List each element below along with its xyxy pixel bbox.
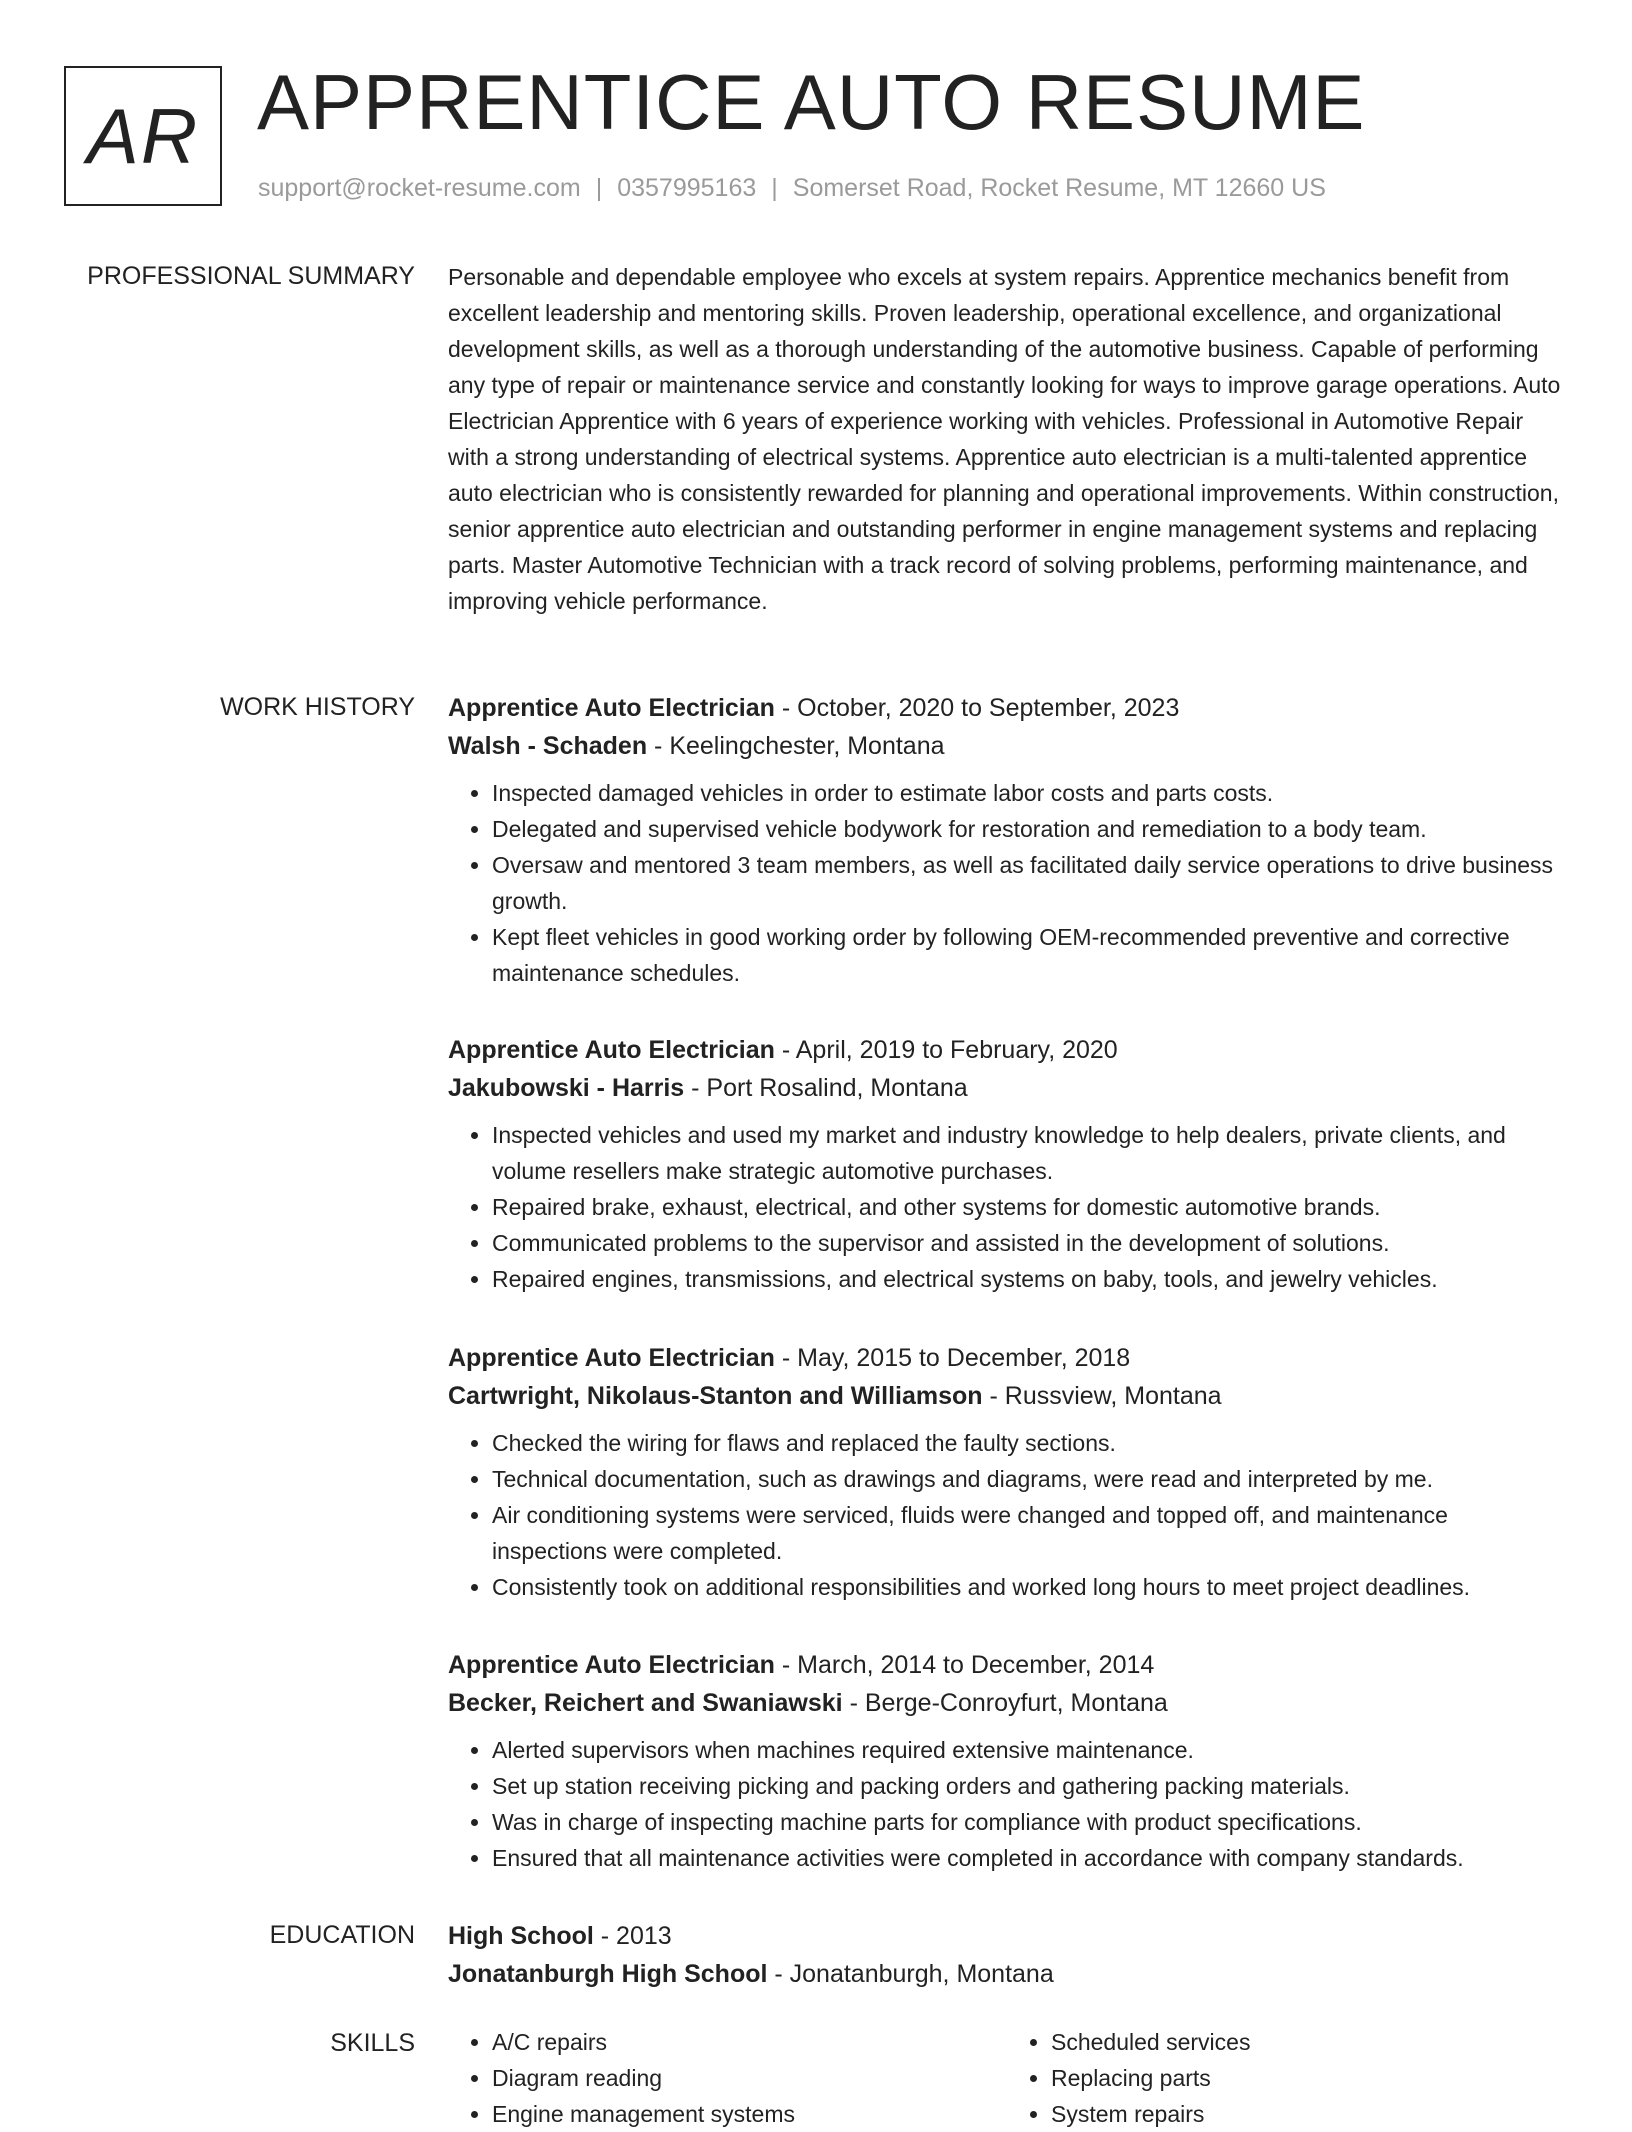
contact-separator: | [771, 174, 778, 202]
job-dates: - May, 2015 to December, 2018 [774, 1344, 1131, 1372]
section-label-summary: PROFESSIONAL SUMMARY [87, 262, 415, 290]
job-bullet: • Set up station receiving picking and packing orders and gathering packing materials. [492, 1768, 1566, 1804]
monogram-box [64, 66, 222, 206]
summary-text: Personable and dependable employee who excels at system repairs. Apprentice mechanics benefit from excellent leadership and mentoring skills. Proven leadership, operational excellence, and organizational development skills, as well as a thorough understanding of the automotive business. Capable of performing any type of repair or maintenance service and constantly looking for ways to improve garage operations. Auto Electrician Apprentice with 6 years of experience working with vehicles. Professional in Automotive Repair with a strong understanding of electrical systems. Apprentice auto electrician is a multi-talented apprentice auto electrician who is consistently rewarded for planning and operational improvements. Within construction, senior apprentice auto electrician and outstanding performer in engine management systems and replacing parts. Master Automotive Technician with a track record of solving problems, performing maintenance, and improving vehicle performance. [448, 264, 1561, 614]
job-title-line [448, 689, 1566, 727]
contact-phone[interactable]: 0357995163 [617, 174, 757, 202]
education-degree-line [448, 1917, 1566, 1955]
section-label-education: EDUCATION [269, 1921, 415, 1949]
resume-title: APPRENTICE AUTO RESUME [257, 58, 1366, 146]
contact-address: Somerset Road, Rocket Resume, MT 12660 US [792, 174, 1326, 202]
job-bullet: • Air conditioning systems were serviced, fluids were changed and topped off, and maintenance inspections were completed. [492, 1497, 1566, 1569]
skills-list [448, 2024, 1566, 2132]
skill-item: • System repairs [1051, 2096, 1566, 2132]
job-bullet: • Alerted supervisors when machines required extensive maintenance. [492, 1732, 1566, 1768]
job-location: - Berge-Conroyfurt, Montana [842, 1689, 1168, 1717]
contact-email[interactable]: support@rocket-resume.com [258, 174, 581, 202]
job-company-line [448, 727, 1566, 765]
skills-column-right [1007, 2024, 1566, 2132]
job-bullet: • Technical documentation, such as drawings and diagrams, were read and interpreted by me. [492, 1461, 1566, 1497]
section-label-skills: SKILLS [330, 2029, 415, 2057]
skills-column-left [448, 2024, 1007, 2132]
job-location: - Keelingchester, Montana [647, 732, 945, 760]
job-bullets [448, 1117, 1566, 1297]
job-title: Apprentice Auto Electrician [448, 1036, 775, 1064]
job-company: Becker, Reichert and Swaniawski [448, 1689, 843, 1717]
job-company-line [448, 1377, 1566, 1415]
job-bullets [448, 775, 1566, 991]
job-bullet: • Delegated and supervised vehicle bodywork for restoration and remediation to a body team. [492, 811, 1566, 847]
job-location: - Port Rosalind, Montana [684, 1074, 968, 1102]
skill-item: • Engine management systems [492, 2096, 1007, 2132]
job-bullet: • Repaired engines, transmissions, and electrical systems on baby, tools, and jewelry vehicles. [492, 1261, 1566, 1297]
skill-item: • A/C repairs [492, 2024, 1007, 2060]
education-school-line [448, 1955, 1566, 1993]
skill-item: • Diagram reading [492, 2060, 1007, 2096]
job-title-line [448, 1031, 1566, 1069]
job-title: Apprentice Auto Electrician [448, 694, 775, 722]
job-bullet: • Repaired brake, exhaust, electrical, and other systems for domestic automotive brands. [492, 1189, 1566, 1225]
education-school: Jonatanburgh High School [448, 1960, 768, 1988]
monogram-initials: AR [86, 91, 200, 180]
job-company: Walsh - Schaden [448, 732, 648, 760]
job-entry [448, 1339, 1566, 1605]
job-entry [448, 1646, 1566, 1876]
job-company: Jakubowski - Harris [448, 1074, 685, 1102]
job-bullet: • Checked the wiring for flaws and replaced the faulty sections. [492, 1425, 1566, 1461]
contact-line [258, 174, 1326, 203]
job-title: Apprentice Auto Electrician [448, 1651, 775, 1679]
job-title: Apprentice Auto Electrician [448, 1344, 775, 1372]
education-year: - 2013 [593, 1922, 672, 1950]
job-dates: - March, 2014 to December, 2014 [774, 1651, 1155, 1679]
job-title-line [448, 1646, 1566, 1684]
job-location: - Russview, Montana [982, 1382, 1222, 1410]
job-entry [448, 1031, 1566, 1297]
job-company-line [448, 1069, 1566, 1107]
job-bullet: • Inspected damaged vehicles in order to estimate labor costs and parts costs. [492, 775, 1566, 811]
job-bullet: • Ensured that all maintenance activities were completed in accordance with company standards. [492, 1840, 1566, 1876]
job-entry [448, 689, 1566, 991]
job-dates: - April, 2019 to February, 2020 [774, 1036, 1118, 1064]
job-bullet: • Inspected vehicles and used my market and industry knowledge to help dealers, private clients, and volume resellers make strategic automotive purchases. [492, 1117, 1566, 1189]
education-location: - Jonatanburgh, Montana [767, 1960, 1054, 1988]
contact-separator: | [595, 174, 603, 202]
education-entry [448, 1917, 1566, 1993]
job-title-line [448, 1339, 1566, 1377]
job-bullet: • Kept fleet vehicles in good working order by following OEM-recommended preventive and corrective maintenance schedules. [492, 919, 1566, 991]
job-bullets [448, 1425, 1566, 1605]
job-dates: - October, 2020 to September, 2023 [774, 694, 1180, 722]
skill-item: • Replacing parts [1051, 2060, 1566, 2096]
summary-block [448, 259, 1566, 619]
job-bullet: • Was in charge of inspecting machine parts for compliance with product specifications. [492, 1804, 1566, 1840]
job-bullet: • Oversaw and mentored 3 team members, as well as facilitated daily service operations to drive business growth. [492, 847, 1566, 919]
job-company: Cartwright, Nikolaus-Stanton and Williamson [448, 1382, 983, 1410]
skill-item: • Scheduled services [1051, 2024, 1566, 2060]
job-bullets [448, 1732, 1566, 1876]
job-company-line [448, 1684, 1566, 1722]
education-degree: High School [448, 1922, 594, 1950]
job-bullet: • Consistently took on additional responsibilities and worked long hours to meet project deadlines. [492, 1569, 1566, 1605]
job-bullet: • Communicated problems to the supervisor and assisted in the development of solutions. [492, 1225, 1566, 1261]
section-label-work-history: WORK HISTORY [220, 693, 415, 721]
